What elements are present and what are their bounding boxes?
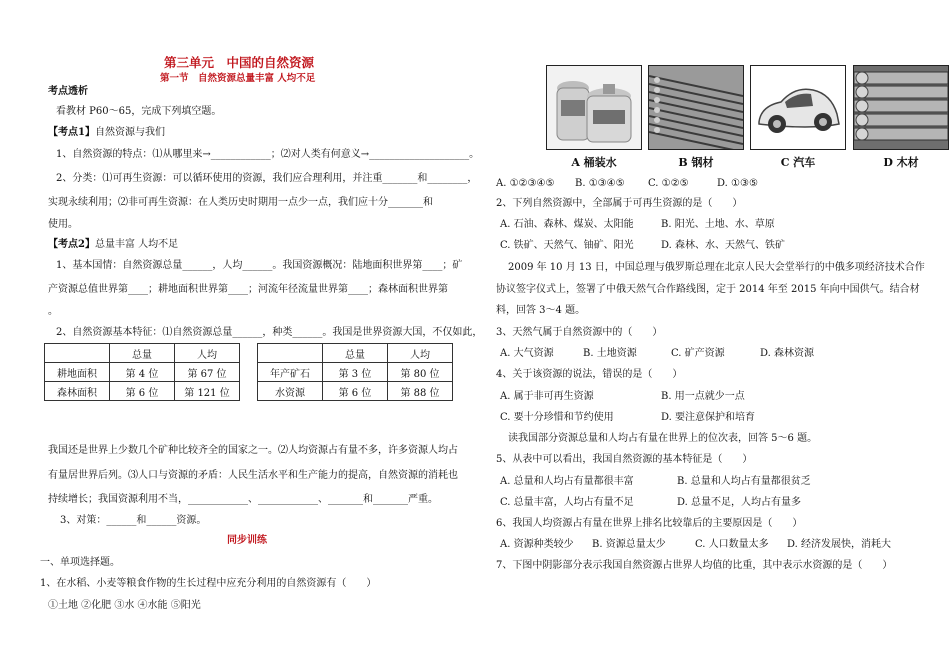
answer-choice: A. ①②③④⑤ [496, 178, 555, 189]
fill-line: 使用。 [48, 219, 78, 230]
answer-choice: D. 森林、水、天然气、铁矿 [661, 240, 786, 251]
table-cell: 人均 [175, 344, 240, 363]
image-caption: C 汽车 [780, 156, 816, 169]
table-cell: 总量 [110, 344, 175, 363]
resource-rank-table-1 [44, 343, 240, 401]
question-3: 3、天然气属于自然资源中的（ ） [496, 327, 663, 338]
fill-line: 2、自然资源基本特征：⑴自然资源总量______，种类______。我国是世界资源大国，不仅如此， [56, 327, 483, 338]
fill-line: 持续增长；我国资源利用不当，____________、____________、_______和_______严重。 [48, 494, 438, 505]
fill-line: 1、自然资源的特点：⑴从哪里来→____________；⑵对人类有何意义→____________________。 [56, 149, 480, 160]
answer-choice: B. 总量和人均占有量都很贫乏 [677, 476, 811, 487]
kaodian-heading: 考点透析 [48, 86, 88, 97]
read-instruction: 看教材 P60～65，完成下列填空题。 [56, 106, 222, 117]
image-caption: D 木材 [883, 156, 919, 169]
material-paragraph: 协议签字仪式上，签署了中俄天然气合作路线图，定于 2014 年至 2015 年向中国供气。结合材 [496, 284, 920, 295]
kaodian-1 [48, 127, 165, 139]
fill-line: 。 [48, 306, 58, 317]
question-5: 5、从表中可以看出，我国自然资源的基本特征是（ ） [496, 454, 753, 465]
fill-line: 2、分类：⑴可再生资源：可以循环使用的资源，我们应合理利用，并注重_______和________， [56, 173, 478, 184]
question-6: 6、我国人均资源占有量在世界上排名比较靠后的主要原因是（ ） [496, 518, 803, 529]
question-7: 7、下图中阴影部分表示我国自然资源占世界人均值的比重，其中表示水资源的是（ ） [496, 560, 893, 571]
table-cell [45, 344, 110, 363]
material-paragraph: 读我国部分资源总量和人均占有量在世界上的位次表，回答 5～6 题。 [508, 433, 818, 444]
table-cell: 第 80 位 [388, 363, 453, 382]
resource-rank-table-2 [257, 343, 453, 401]
table-row [45, 382, 240, 401]
question-2: 2、下列自然资源中，全部属于可再生资源的是（ ） [496, 198, 743, 209]
table-cell: 森林面积 [45, 382, 110, 401]
steel-illustration [649, 66, 743, 149]
timber-image [853, 65, 949, 150]
answer-choice: A. 大气资源 [500, 348, 554, 359]
table-cell: 第 6 位 [110, 382, 175, 401]
table-cell: 水资源 [258, 382, 323, 401]
answer-choice: D. 经济发展快，消耗大 [787, 539, 892, 550]
section-subtitle: 第一节 自然资源总量丰富 人均不足 [160, 73, 316, 84]
page-title: 第三单元 中国的自然资源 [164, 55, 315, 70]
car-image [750, 65, 846, 150]
answer-choice: D. 森林资源 [760, 348, 815, 359]
table-cell: 第 6 位 [323, 382, 388, 401]
answer-choice: C. 要十分珍惜和节约使用 [500, 412, 614, 423]
image-caption: A 桶装水 [571, 156, 617, 169]
fill-line: 1、基本国情：自然资源总量______，人均______。我国资源概况：陆地面积世界第____；矿 [56, 260, 463, 271]
table-row [258, 382, 453, 401]
answer-choice: C. 人口数量太多 [695, 539, 769, 550]
question-4: 4、关于该资源的说法，错误的是（ ） [496, 369, 683, 380]
sync-training-heading: 同步训练 [227, 535, 267, 546]
answer-choice: A. 属于非可再生资源 [500, 391, 594, 402]
table-cell: 耕地面积 [45, 363, 110, 382]
kaodian-1-tag: 【考点1】 [48, 127, 95, 138]
table-cell [258, 344, 323, 363]
table-header-row [45, 344, 240, 363]
kaodian-2-title: 总量丰富 人均不足 [94, 239, 179, 250]
section-heading: 一、单项选择题。 [40, 557, 120, 568]
bottled-water-image [546, 65, 642, 150]
fill-line: 3、对策：______和______资源。 [60, 515, 207, 526]
material-paragraph: 料，回答 3～4 题。 [496, 305, 586, 316]
answer-choice: C. ①②⑤ [648, 178, 689, 189]
answer-choice: B. 阳光、土地、水、草原 [661, 219, 775, 230]
table-cell: 总量 [323, 344, 388, 363]
table-row [258, 363, 453, 382]
table-header-row [258, 344, 453, 363]
answer-choice: A. 石油、森林、煤炭、太阳能 [500, 219, 634, 230]
steel-image [648, 65, 744, 150]
fill-line: 产资源总值世界第____；耕地面积世界第____；河流年径流量世界第____；森林面积世界第 [48, 284, 448, 295]
fill-line: 实现永续利用；⑵非可再生资源：在人类历史时期用一点少一点，我们应十分_______和 [48, 197, 433, 208]
kaodian-1-title: 自然资源与我们 [94, 127, 165, 138]
answer-choice: B. ①③④⑤ [575, 178, 625, 189]
answer-choice: B. 用一点就少一点 [661, 391, 745, 402]
table-cell: 第 3 位 [323, 363, 388, 382]
table-cell: 第 88 位 [388, 382, 453, 401]
table-cell: 第 67 位 [175, 363, 240, 382]
answer-choice: A. 总量和人均占有量都很丰富 [500, 476, 634, 487]
answer-choice: D. ①③⑤ [717, 178, 758, 189]
table-cell: 第 4 位 [110, 363, 175, 382]
answer-choice: D. 总量不足，人均占有量多 [677, 497, 802, 508]
table-cell: 年产矿石 [258, 363, 323, 382]
question-1: 1、在水稻、小麦等粮食作物的生长过程中应充分利用的自然资源有（ ） [40, 578, 377, 589]
kaodian-2-tag: 【考点2】 [48, 239, 95, 250]
body-line: 我国还是世界上少数几个矿种比较齐全的国家之一。⑵人均资源占有量不多，许多资源人均占 [48, 445, 458, 456]
question-1-options: ①土地 ②化肥 ③水 ④水能 ⑤阳光 [48, 600, 201, 611]
image-caption: B 钢材 [678, 156, 714, 169]
answer-choice: C. 总量丰富，人均占有量不足 [500, 497, 634, 508]
material-paragraph: 2009 年 10 月 13 日，中国总理与俄罗斯总理在北京人民大会堂举行的中俄多项经济技术合作 [508, 262, 925, 273]
table-cell: 第 121 位 [175, 382, 240, 401]
answer-choice: B. 资源总量太少 [592, 539, 666, 550]
answer-choice: A. 资源种类较少 [500, 539, 574, 550]
answer-choice: C. 矿产资源 [671, 348, 725, 359]
timber-illustration [854, 66, 948, 149]
table-row [45, 363, 240, 382]
car-illustration [751, 66, 845, 149]
answer-choice: C. 铁矿、天然气、铀矿、阳光 [500, 240, 634, 251]
body-line: 有量居世界后列。⑶人口与资源的矛盾：人民生活水平和生产能力的提高，自然资源的消耗也 [48, 470, 458, 481]
answer-choice: D. 要注意保护和培育 [661, 412, 756, 423]
answer-choice: B. 土地资源 [583, 348, 637, 359]
bottled-water-illustration [547, 66, 641, 149]
kaodian-2 [48, 239, 178, 251]
table-cell: 人均 [388, 344, 453, 363]
